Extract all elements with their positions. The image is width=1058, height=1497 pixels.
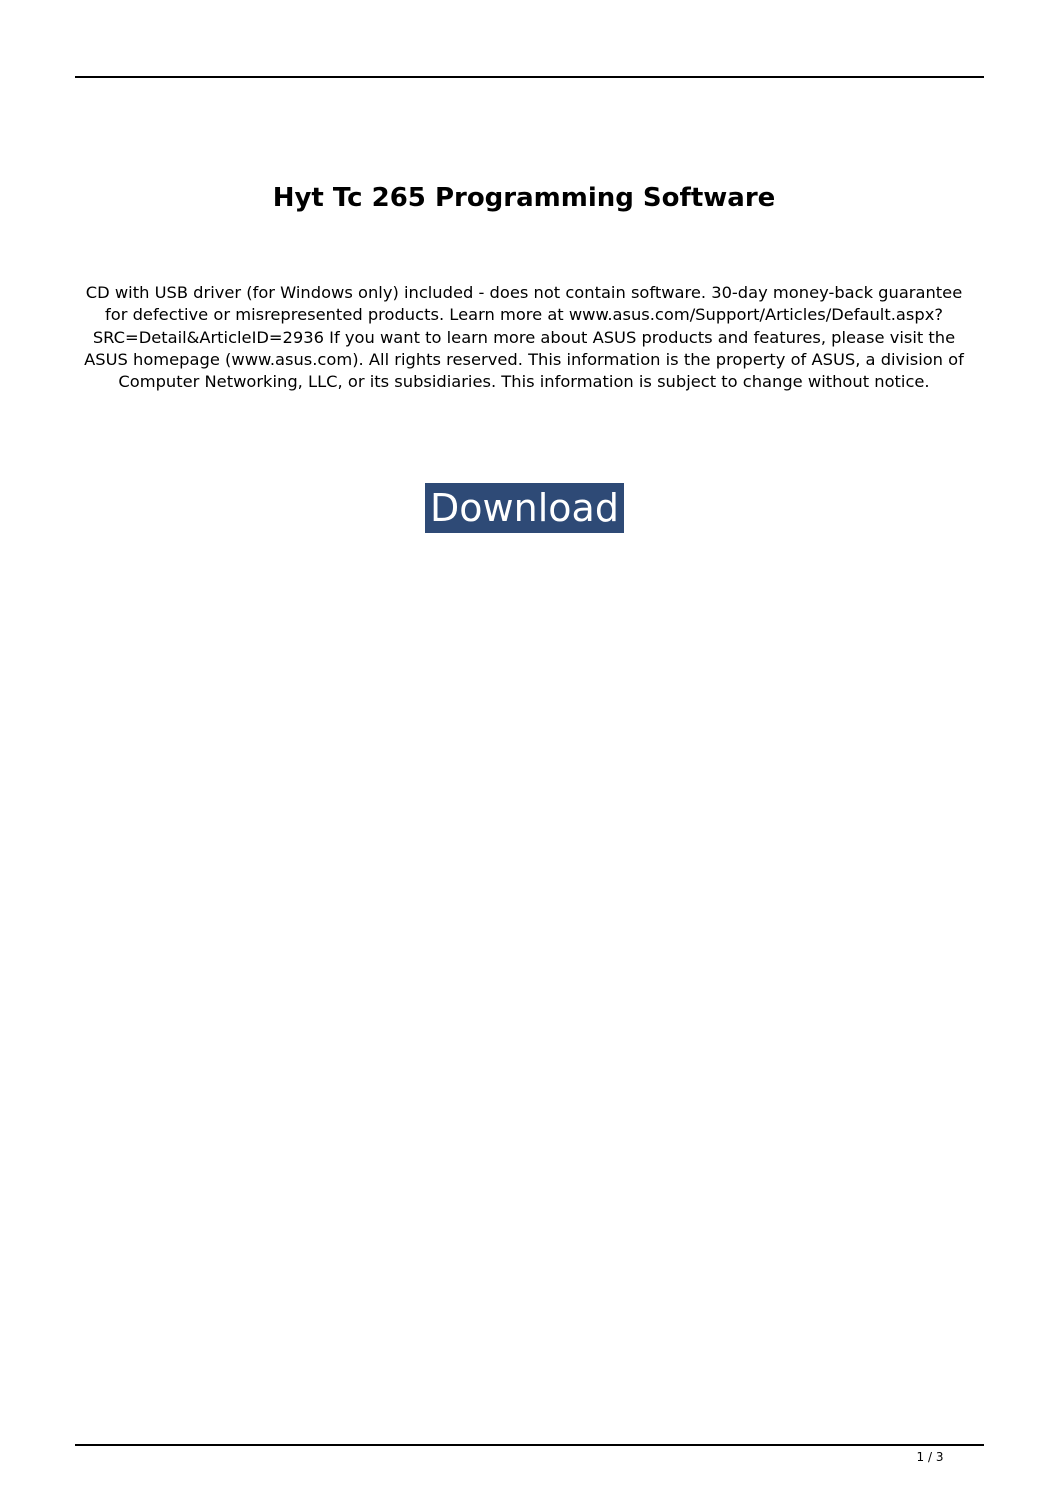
download-button[interactable]: Download <box>425 483 624 533</box>
footer-rule <box>75 1444 984 1446</box>
description-paragraph: CD with USB driver (for Windows only) included - does not contain software. 30-day money-back guarantee for defective or misrepresented products. Learn more at www.asus.com/Support/Articles/Default.aspx?SRC=Detail&ArticleID=2936 If you want to learn more about ASUS products and features, please visit the ASUS homepage (www.asus.com). All rights reserved. This information is the property of ASUS, a division of Computer Networking, LLC, or its subsidiaries. This information is subject to change without notice. <box>84 283 964 392</box>
page-title: Hyt Tc 265 Programming Software <box>272 183 776 213</box>
header-rule <box>75 76 984 78</box>
page-indicator: 1 / 3 <box>916 1450 944 1464</box>
